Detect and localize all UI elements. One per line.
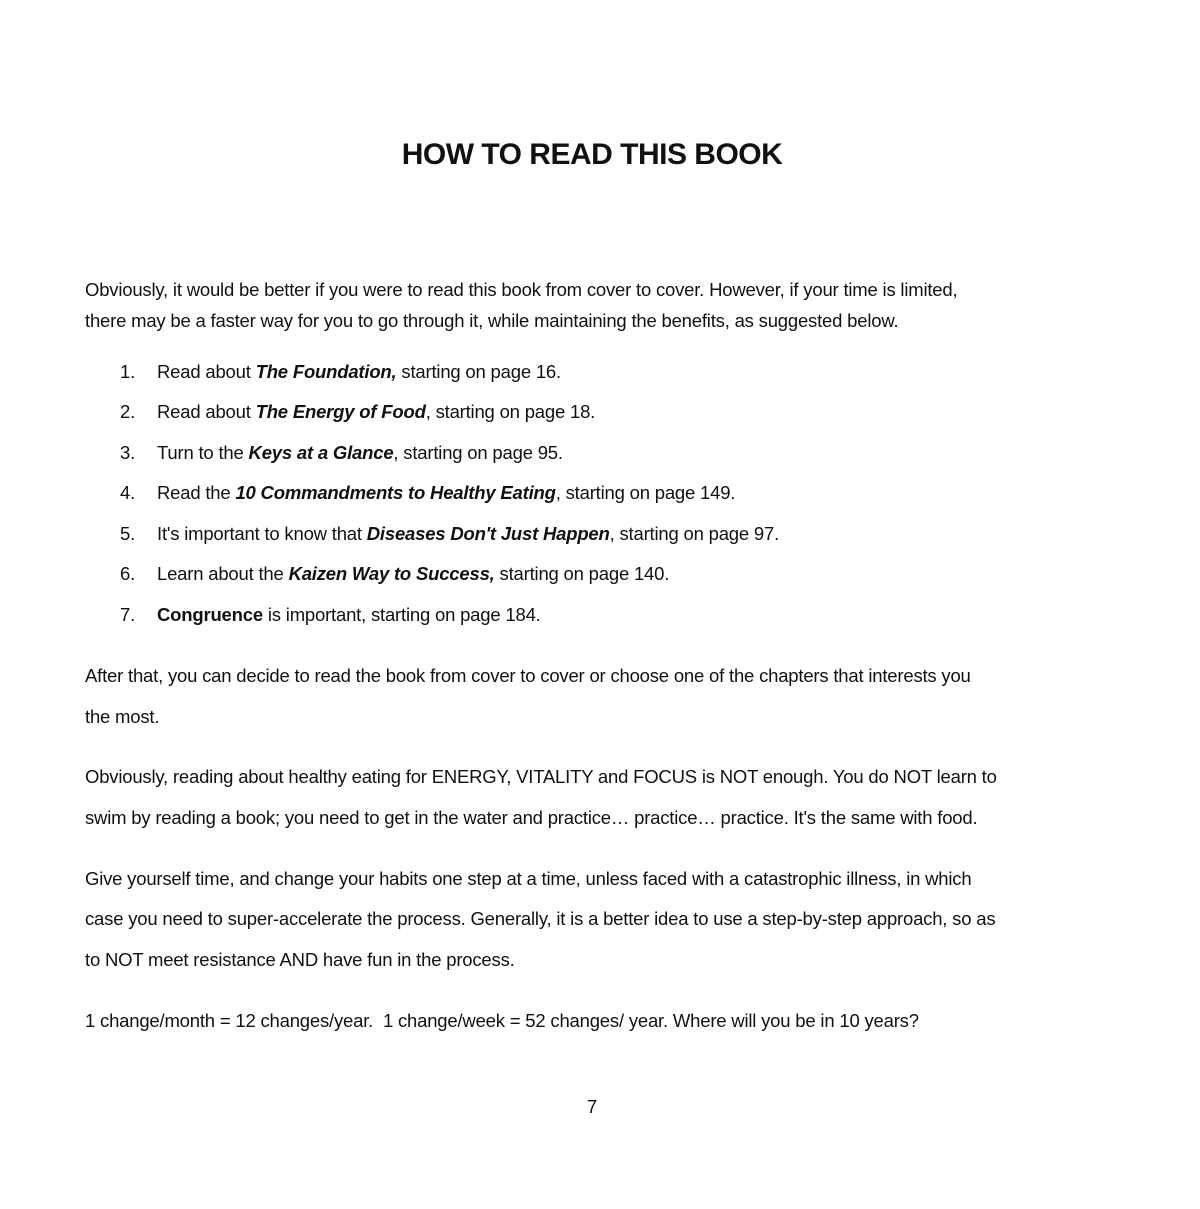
item-emphasis: Keys at a Glance [248,442,394,463]
item-emphasis: Kaizen Way to Success, [288,563,495,584]
list-number: 4. [120,482,136,503]
item-text: Read about [157,361,256,382]
give-line: to NOT meet resistance AND have fun in the process. [85,949,515,970]
intro-line: there may be a faster way for you to go through it, while maintaining the benefits, as suggested below. [85,310,899,331]
list-item [120,442,563,464]
item-emphasis: The Energy of Food [255,401,426,422]
item-text: , starting on page 97. [609,523,780,544]
item-text: Learn about the [157,563,289,584]
list-number: 7. [120,604,136,625]
list-item [120,482,735,504]
item-text: , starting on page 149. [555,482,736,503]
intro-line: Obviously, it would be better if you were to read this book from cover to cover. However, if your time is limited, [85,279,958,300]
list-item [120,401,595,423]
obviously-line: Obviously, reading about healthy eating for ENERGY, VITALITY and FOCUS is NOT enough. You do NOT learn to [85,766,997,787]
item-emphasis: 10 Commandments to Healthy Eating [235,482,556,503]
after-line: the most. [85,706,160,727]
item-text: , starting on page 95. [393,442,563,463]
obviously-line: swim by reading a book; you need to get in the water and practice… practice… practice. It's the same with food. [85,807,978,828]
item-text: It's important to know that [157,523,367,544]
list-number: 2. [120,401,136,422]
after-line: After that, you can decide to read the book from cover to cover or choose one of the chapters that interests you [85,665,971,686]
list-number: 1. [120,361,136,382]
item-text: starting on page 140. [494,563,670,584]
give-line: Give yourself time, and change your habits one step at a time, unless faced with a catastrophic illness, in which [85,868,972,889]
item-text: , starting on page 18. [425,401,596,422]
list-number: 5. [120,523,136,544]
list-number: 6. [120,563,136,584]
item-emphasis: Diseases Don't Just Happen [366,523,610,544]
item-text: Read about [157,401,256,422]
page-title: HOW TO READ THIS BOOK [401,138,783,171]
page-number: 7 [586,1096,598,1117]
item-text: starting on page 16. [396,361,561,382]
item-emphasis: The Foundation, [255,361,397,382]
list-item [120,604,541,626]
list-item [120,563,669,585]
formula-line: 1 change/month = 12 changes/year. 1 change/week = 52 changes/ year. Where will you be in 10 years? [85,1010,919,1031]
item-text: Turn to the [157,442,249,463]
give-line: case you need to super-accelerate the process. Generally, it is a better idea to use a step-by-step approach, so as [85,908,996,929]
list-item [120,523,779,545]
item-text: Read the [157,482,236,503]
item-text: is important, starting on page 184. [262,604,541,625]
list-item [120,361,561,383]
item-emphasis: Congruence [157,604,263,625]
list-number: 3. [120,442,136,463]
